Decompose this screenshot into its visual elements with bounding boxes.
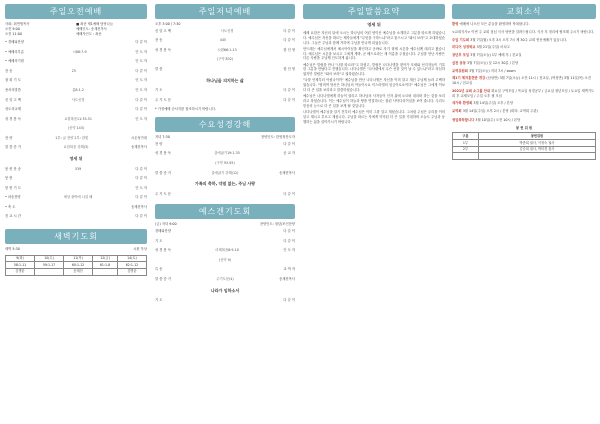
summary-body: [303, 31, 445, 124]
news-item-text: 화요일 구역모임 / 목요일 성경공부 / 금요일 청년모임 / 토요일 새벽기도회 후 교제모임 / 주일 오후 셀 모임: [452, 88, 595, 98]
fri-leader: 찬양인도: 청년/조인찬양: [259, 222, 295, 227]
news-item: [452, 45, 596, 50]
order-row: [155, 149, 295, 159]
order-left: 찬 양: [155, 141, 163, 146]
order-left: 특 송: [155, 267, 163, 272]
order-row: [155, 237, 295, 247]
order-right: 공 교 자: [283, 151, 295, 156]
order-right: 송재천목사: [279, 276, 295, 281]
meta-line: 예배인도: 송재천목사: [76, 26, 107, 31]
sermon-summary-header: 주일말씀요약: [303, 4, 445, 19]
order-row: [155, 36, 295, 46]
order-center: (구약 832): [216, 57, 234, 62]
news-item-text: 3월 7일(오늘) 낮 12시 30분 / 본당: [467, 60, 519, 65]
summary-paragraph: 예수님은 나다나엘에게 하늘이 열리고 하나님의 사자들이 인자 위에 오르락 내리락 하는 것을 보리라고 하셨습니다. 이는 예수님이 하늘과 땅을 연결하시는 참된 사닥다리이심을 보여 줍니다. 우리도 믿음의 눈으로 더 큰 일을 보게 될 것입니다.: [303, 94, 445, 108]
dawn-cell: [35, 268, 64, 275]
order-right: 인 도 자: [135, 59, 147, 64]
wed-time: 저녁 7:30: [155, 135, 170, 140]
order-left: 주 기 도 문: [155, 191, 171, 196]
order-left: 성 경 봉 독: [155, 151, 171, 156]
order-left: 봉 헌: [5, 176, 13, 181]
order-row: [155, 46, 295, 56]
order-center: 시86:7-9: [72, 49, 87, 54]
roster-header: 구분: [453, 133, 479, 140]
order-center: (신약 143): [67, 126, 85, 131]
order-row: [155, 140, 295, 150]
order-center: [162, 86, 283, 96]
news-item-label: 교역회: [452, 109, 463, 114]
dawn-cell: 김병윤: [117, 268, 146, 275]
dawn-cell: 11(목): [64, 255, 93, 262]
roster-cell: 김순희 권사, 박미경 집사: [478, 146, 595, 153]
friday-order: [155, 227, 295, 284]
dawn-cell: 9(화): [6, 255, 35, 262]
order-row: [155, 96, 295, 106]
order-row: [5, 57, 147, 67]
news-item-text: 3월 7일(오늘) 저녁 7시 / zoom: [469, 68, 516, 73]
news-item-label: 새가족 환영회: [452, 101, 474, 106]
order-left: 성 경 봉 독: [155, 47, 171, 52]
evening-notice: * 가정예배 순서지를 참조하시기 바랍니다.: [155, 107, 217, 112]
order-right: 다 같 이: [135, 107, 147, 112]
order-center: [21, 184, 135, 194]
roster-cell: [453, 153, 479, 160]
order-right: 다 같 이: [135, 97, 147, 102]
order-center: [171, 190, 283, 200]
order-row: [5, 96, 147, 106]
dawn-cell: [93, 268, 118, 275]
meta-line: ■ 최준 제1예배 담당나눔: [76, 22, 114, 26]
news-item-label: 교역위원회: [452, 68, 470, 73]
roster-table: [452, 132, 596, 160]
order-right: 함 인 영: [283, 47, 295, 52]
evening-worship-column: [155, 4, 295, 306]
roster-cell: 박종희 권사, 이정숙 권사: [478, 140, 595, 147]
news-list: [452, 22, 596, 114]
order-center: 롬8:1-2: [72, 88, 85, 93]
order-row: [155, 65, 295, 75]
order-row: [5, 143, 147, 153]
order-center: [171, 227, 283, 237]
order-right: 다 같 이: [283, 229, 295, 234]
order-center: [24, 38, 135, 48]
order-center: 요한복음 강해(3): [63, 145, 89, 150]
summary-paragraph: 예수님은 빌립을 만나 "나를 따르라"고 하셨고, 빌립은 나다나엘을 찾아가 모세와 선지자들이 기록한 그분을 만났다고 전했습니다. 나다나엘은 "나사렛에서 무슨 선한 것이 날 수 있느냐"라고 의심하였지만 빌립은 "와서 보라"고 권하였습니다.: [303, 62, 445, 77]
morning-worship-header: 주일오전예배: [5, 4, 147, 19]
order-right: 다 같 이: [283, 38, 295, 43]
sermon-title: 영세 뒤: [69, 155, 83, 161]
order-left: 봉 헌 기 도: [5, 185, 21, 190]
order-center: [21, 212, 135, 222]
order-center: (신약 9): [218, 257, 232, 262]
dawn-cell: 14(토): [117, 255, 146, 262]
order-center: 요한복음11:35-51: [64, 116, 92, 121]
order-right: 다 같 이: [283, 88, 295, 93]
morning-worship-column: [5, 4, 147, 276]
news-item: [452, 89, 596, 99]
order-row: [5, 48, 147, 58]
news-item: [452, 76, 596, 86]
order-row: [155, 169, 295, 179]
order-right: 다 같 이: [135, 176, 147, 181]
news-item: [452, 53, 596, 58]
order-center: [171, 96, 283, 106]
order-center: [162, 265, 283, 275]
order-right: 다 같 이: [283, 28, 295, 33]
order-center: [15, 203, 131, 213]
meta-line: 사회: 최연범목사: [5, 22, 30, 26]
order-right: 인 도 자: [135, 78, 147, 83]
order-row: [5, 124, 147, 134]
order-center: 주기도문(4): [216, 276, 234, 281]
news-item-label: 실천 공동: [452, 60, 468, 65]
order-left: 찬 양: [5, 135, 13, 140]
order-row: [5, 86, 147, 96]
order-center: [21, 105, 135, 115]
meta-line: 오전 9:00: [5, 26, 20, 31]
roster-row: [453, 140, 596, 147]
wednesday-title: 가족의 축하, 약점 없는, 주님 사랑: [194, 181, 256, 187]
order-row: [5, 76, 147, 86]
order-right: 인 도 자: [135, 49, 147, 54]
summary-paragraph: 안드레는 예수님에게서 메시아이심을 확인하고 곧바로 자기 형제 시몬을 예수님께 데리고 왔습니다. 예수님은 시몬을 보시고 그에게 게바, 곧 베드로라는 새 이름을 주셨습니다. 주님을 만난 사람은 다른 사람을 주님께 인도하게 됩니다.: [303, 46, 445, 61]
order-right: 송재천목사: [131, 204, 147, 209]
order-left: 용서의말씀: [5, 88, 21, 93]
order-left: 신 앙 고 백: [5, 97, 21, 102]
evening-order-2: [155, 86, 295, 105]
order-row: [155, 227, 295, 237]
dawn-cell: 송재천: [64, 268, 93, 275]
order-right: 다 같 이: [135, 40, 147, 45]
order-row: [155, 55, 295, 65]
dawn-cell: 59:1-17: [35, 262, 64, 269]
roster-title: 봉 헌 위 원: [515, 125, 533, 130]
news-item: [452, 22, 596, 27]
roster-cell: 2부: [453, 146, 479, 153]
order-row: [155, 275, 295, 285]
dawn-cell: 12(금): [93, 255, 118, 262]
order-left: • 예배의기원: [5, 59, 24, 64]
summary-paragraph: 나다나엘이 예수님을 알기 전부터 예수님은 이미 그를 알고 계셨습니다. 그처럼 주님은 우리를 이미 알고 계시고 부르고 계십니다. 주님을 따르는 자에게 약속된 더 큰 일을 기대하며 오늘도 주님과 동행하는 삶을 살아가시기 바랍니다.: [303, 110, 445, 124]
order-right: 다 같 이: [135, 68, 147, 73]
order-row: [5, 115, 147, 125]
meta-line: 예배자인도 : 최준: [76, 31, 102, 36]
order-left: • 예배의부름: [5, 49, 24, 54]
news-item-text: <교회식사> 이번 주 교회 점심 식사 당번을 알려드립니다. 식사 후 정리에 협조해 주시기 바랍니다.: [452, 29, 595, 34]
church-news-header: 교회소식: [452, 4, 596, 19]
order-center: 마태복음6:9-10: [215, 248, 239, 253]
news-item: [452, 101, 596, 106]
order-row: [155, 190, 295, 200]
order-row: [5, 67, 147, 77]
order-right: 다 같 이: [283, 141, 295, 146]
dawn-cell: 60:1-12: [64, 262, 93, 269]
order-right: 다 같 이: [283, 97, 295, 102]
dawn-topic: 시편 묵상: [133, 246, 147, 251]
order-row: [155, 159, 295, 169]
order-row: [155, 265, 295, 275]
news-item: [452, 109, 596, 114]
order-row: [155, 296, 295, 306]
order-left: • 파송찬양: [5, 195, 21, 200]
order-left: 성도의교제: [5, 107, 21, 112]
dawn-time: 새벽 5:30: [5, 246, 20, 251]
order-left: • 경배와찬양: [5, 40, 24, 45]
summary-paragraph: 세례 요한은 자신의 뒤에 오시는 하나님의 어린 양이신 예수님을 소개하고 그분을 따르게 하였습니다. 예수님은 자신을 따르는 제자들에게 "무엇을 구하느냐"라고 물으시고 "와서 보라"고 초대하셨습니다. 그들은 주님과 함께 거하며 주님을 만나게 되었습니다.: [303, 31, 445, 45]
order-left: 친 교 시 간: [5, 214, 21, 219]
order-right: 함 인 영: [283, 66, 295, 71]
order-right: 송재천목사: [279, 170, 295, 175]
news-item-label: 제1기 제자훈련반 개강: [452, 76, 487, 81]
order-row: [5, 184, 147, 194]
order-left: • 축 도: [5, 204, 16, 209]
order-right: 인 도 자: [135, 88, 147, 93]
dawn-cell: 10(수): [35, 255, 64, 262]
meta-line: 오전 11:00: [5, 31, 22, 36]
order-center: [24, 57, 135, 67]
roster-row: [453, 153, 596, 160]
order-center: [162, 140, 283, 150]
dawn-cell: 김병윤: [6, 268, 35, 275]
order-center: 사도신경: [71, 97, 85, 102]
order-left: 신 앙 고 백: [155, 28, 171, 33]
order-center: [21, 76, 135, 86]
church-news-column: [452, 4, 596, 160]
order-row: [155, 256, 295, 266]
order-of-worship: [5, 38, 147, 153]
summary-paragraph: "나를 언제부터 아셨나이까" 예수님을 만난 나다나엘은 자신을 이미 알고 계신 주님께 놀라 고백하였습니다. "랍비여 당신은 하나님의 아들이시요 이스라엘의 임금이로소이다" 예수님은 그에게 이보다 더 큰 일을 보리라고 말씀하셨습니다.: [303, 78, 445, 93]
order-left: 성 경 봉 독: [155, 248, 171, 253]
news-item: [452, 69, 596, 74]
news-item-text: 3월 7일(월) 오후 3시 오후 7시 제 30주 교회 헌신예배가 있습니다.: [470, 37, 567, 42]
order-row: [155, 86, 295, 96]
order-right: 시온성가대: [131, 135, 147, 140]
order-left: 경배와찬양: [155, 229, 171, 234]
order-left: 말 씀 증 거: [5, 145, 21, 150]
order-left: 봉 헌 찬 송: [5, 166, 21, 171]
order-right: 인 도 자: [283, 248, 295, 253]
order-row: [5, 134, 147, 144]
friday-prayer-header: 예스겐기도회: [155, 204, 295, 219]
order-center: [162, 296, 283, 306]
order-center: 출애굽기19:1-35: [214, 151, 240, 156]
order-row: [5, 174, 147, 184]
sermon-summary-column: [303, 4, 445, 126]
order-right: 인 도 자: [135, 185, 147, 190]
news-item-text: (남성반) 3월 7일(오늘) 오전 11시 / 친교실, (여성반) 3월 11일(목) 오전 10시 / 친교실: [452, 76, 591, 86]
order-of-worship-2: [5, 165, 147, 222]
order-right: 다 같 이: [283, 238, 295, 243]
news-item-text: 예배에 나오신 모든 분들을 환영하며 축복합니다.: [459, 22, 530, 26]
order-center: 시편66:1-13: [217, 47, 237, 52]
evening-time: 오후 3:00 / 7:30: [155, 22, 181, 26]
order-right: 다 같 이: [283, 191, 295, 196]
order-left: 찬 송: [5, 68, 13, 73]
news-item-label: 주일 기도회: [452, 37, 471, 42]
news-item-text: 3월 14일(주일) 오후 / 본당: [473, 101, 514, 106]
order-left: 말 씀: [155, 66, 163, 71]
order-left: 주 기 도 문: [155, 97, 171, 102]
dawn-cell: 62:1-12: [117, 262, 146, 269]
wed-leader: 찬양인도: 한영청찬도자: [260, 135, 295, 140]
order-row: [5, 38, 147, 48]
order-right: 다 같 이: [283, 298, 295, 303]
order-left: 기 도: [155, 298, 163, 303]
order-row: [155, 27, 295, 37]
birthday-text: 3월 10일(수) 오전 10시 / 본당: [475, 117, 521, 122]
order-row: [155, 246, 295, 256]
order-left: 말 씀 증 거: [155, 276, 171, 281]
order-right: 다 같 이: [135, 166, 147, 171]
order-center: 1부: 글 찬양 2부: 한빛: [55, 135, 89, 140]
order-left: 찬 송: [155, 38, 163, 43]
news-item-text: 3월 21일(주일) 마치고: [476, 45, 510, 50]
order-right: 인 도 자: [135, 116, 147, 121]
news-item-label: 환영: [452, 22, 460, 26]
order-row: [5, 165, 147, 175]
news-item: [452, 38, 596, 43]
summary-title: 영세 뒤: [367, 22, 381, 27]
order-center: 539: [74, 166, 82, 171]
wednesday-bible-header: 수요성경강해: [155, 117, 295, 132]
friday-title: 나라가 임하소서: [210, 287, 240, 293]
dawn-schedule-table: [5, 255, 147, 276]
wednesday-order: [155, 140, 295, 178]
order-center: 사도신경: [220, 28, 234, 33]
dawn-cell: 58:1-11: [6, 262, 35, 269]
order-row: [5, 212, 147, 222]
fri-time: (금) 저녁 9:00: [155, 222, 177, 227]
news-item-label: 장년부 모임: [452, 53, 471, 58]
order-right: 다 같 이: [135, 214, 147, 219]
order-right: 다 같 이: [135, 195, 147, 200]
evening-worship-header: 주일저녁예배: [155, 4, 295, 19]
order-center: [162, 65, 283, 75]
order-center: (구약 93-95): [215, 161, 235, 166]
order-right: 송재천목사: [131, 145, 147, 150]
friday-order-2: [155, 296, 295, 306]
news-item-label: 2021년 교회 소그룹 안내: [452, 88, 492, 93]
order-right: 교 역 자: [283, 267, 295, 272]
order-row: [5, 193, 147, 203]
dawn-prayer-header: 새벽기도회: [5, 229, 147, 244]
evening-sermon-title: 하나님을 의지하는 삶: [206, 77, 244, 83]
order-row: [5, 105, 147, 115]
roster-row: [453, 146, 596, 153]
birthday-label: 생일축하합니다: [452, 117, 475, 122]
news-item-text: 3월 14일(주일) 오후 2시 / 본당 (회의: 교역회 주관): [462, 109, 538, 114]
order-center: [12, 174, 135, 184]
news-item-text: 3월 7일(오늘) 1부 예배 후 / 친교실: [470, 53, 522, 58]
order-center: 출애굽기 강해(12): [211, 170, 239, 175]
news-item: [452, 30, 596, 35]
order-left: 참 회 기 도: [5, 78, 21, 83]
order-center: 25: [71, 68, 76, 73]
order-row: [5, 203, 147, 213]
roster-cell: 1부: [453, 140, 479, 147]
dawn-cell: 61:1-8: [93, 262, 118, 269]
news-item: [452, 61, 596, 66]
order-left: 기 도: [155, 238, 163, 243]
wednesday-order-2: [155, 190, 295, 200]
roster-cell: [478, 153, 595, 160]
roster-header: 봉헌위원: [478, 133, 595, 140]
news-item-label: 미디어 성경학교: [452, 45, 477, 50]
order-center: 445: [219, 38, 227, 43]
order-center: 세상 광야에 나설 때: [63, 195, 93, 200]
order-left: 말 씀 증 거: [155, 170, 171, 175]
evening-order: [155, 27, 295, 75]
order-left: 기 도: [155, 88, 163, 93]
order-left: 성 경 봉 독: [5, 116, 21, 121]
order-center: [162, 237, 283, 247]
